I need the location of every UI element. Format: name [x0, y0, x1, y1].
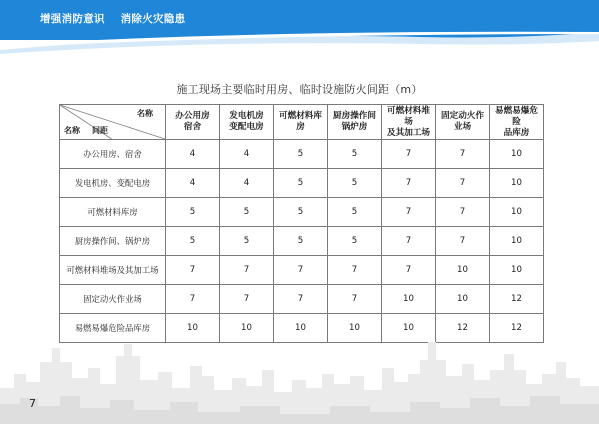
row-label: 固定动火作业场	[60, 285, 166, 314]
table-cell: 10	[166, 314, 220, 343]
table-cell: 7	[328, 285, 382, 314]
table-cell: 5	[220, 198, 274, 227]
table-cell: 10	[436, 256, 490, 285]
column-header: 易燃易爆危险 品库房	[490, 105, 544, 140]
table-cell: 7	[274, 256, 328, 285]
table-row	[60, 285, 544, 314]
table-cell: 4	[220, 140, 274, 169]
column-header: 固定动火作 业场	[436, 105, 490, 140]
column-header: 发电机房 变配电房	[220, 105, 274, 140]
corner-right-label: 间距	[92, 126, 108, 135]
row-label: 发电机房、变配电房	[60, 169, 166, 198]
column-header: 厨房操作间 锅炉房	[328, 105, 382, 140]
table-cell: 12	[436, 314, 490, 343]
table-cell: 12	[490, 285, 544, 314]
page-number: 7	[29, 397, 36, 410]
table-cell: 10	[274, 314, 328, 343]
table-row	[60, 140, 544, 169]
table-cell: 7	[382, 256, 436, 285]
table-cell: 4	[166, 140, 220, 169]
table-row	[60, 169, 544, 198]
table-cell: 7	[436, 227, 490, 256]
table-cell: 5	[166, 227, 220, 256]
table-cell: 10	[490, 227, 544, 256]
table-cell: 5	[328, 227, 382, 256]
table-row	[60, 227, 544, 256]
corner-top-label: 名称	[137, 109, 153, 118]
table-cell: 10	[220, 314, 274, 343]
table-cell: 10	[490, 198, 544, 227]
table-cell: 5	[274, 140, 328, 169]
column-header: 可燃材料堆场 及其加工场	[382, 105, 436, 140]
table-header-row	[60, 105, 544, 140]
table-cell: 10	[436, 285, 490, 314]
table-cell: 5	[328, 169, 382, 198]
table-cell: 5	[274, 169, 328, 198]
table-cell: 10	[490, 169, 544, 198]
table-cell: 12	[490, 314, 544, 343]
table-cell: 7	[382, 198, 436, 227]
table-cell: 5	[220, 227, 274, 256]
table-cell: 7	[382, 227, 436, 256]
corner-left-label: 名称	[64, 126, 80, 135]
table-cell: 10	[328, 314, 382, 343]
table-cell: 7	[382, 169, 436, 198]
header-slogan: 增强消防意识 消除火灾隐患	[40, 13, 186, 25]
column-header: 可燃材料库房	[274, 105, 328, 140]
table-cell: 7	[274, 285, 328, 314]
table-cell: 5	[166, 198, 220, 227]
column-header: 办公用房 宿舍	[166, 105, 220, 140]
row-label: 可燃材料堆场及其加工场	[60, 256, 166, 285]
table-cell: 4	[220, 169, 274, 198]
row-label: 易燃易爆危险品库房	[60, 314, 166, 343]
table-cell: 7	[220, 256, 274, 285]
table-cell: 10	[382, 285, 436, 314]
city-skyline-decoration	[0, 318, 599, 424]
table-cell: 5	[274, 198, 328, 227]
table-row	[60, 256, 544, 285]
row-label: 可燃材料库房	[60, 198, 166, 227]
table-cell: 7	[220, 285, 274, 314]
table-cell: 7	[436, 169, 490, 198]
table-cell: 7	[436, 140, 490, 169]
table-cell: 10	[490, 140, 544, 169]
table-cell: 10	[490, 256, 544, 285]
header-swoosh	[0, 28, 599, 58]
table-row	[60, 198, 544, 227]
table-cell: 7	[436, 198, 490, 227]
table-cell: 7	[328, 256, 382, 285]
table-cell: 5	[274, 227, 328, 256]
table-corner-cell	[60, 105, 166, 140]
table-cell: 7	[382, 140, 436, 169]
fire-distance-table	[59, 104, 544, 343]
table-cell: 7	[166, 285, 220, 314]
table-cell: 5	[328, 198, 382, 227]
document-title: 施工现场主要临时用房、临时设施防火间距（m）	[176, 83, 423, 96]
row-label: 厨房操作间、锅炉房	[60, 227, 166, 256]
table-cell: 7	[166, 256, 220, 285]
row-label: 办公用房、宿舍	[60, 140, 166, 169]
table-cell: 5	[328, 140, 382, 169]
table-cell: 10	[382, 314, 436, 343]
table-cell: 4	[166, 169, 220, 198]
